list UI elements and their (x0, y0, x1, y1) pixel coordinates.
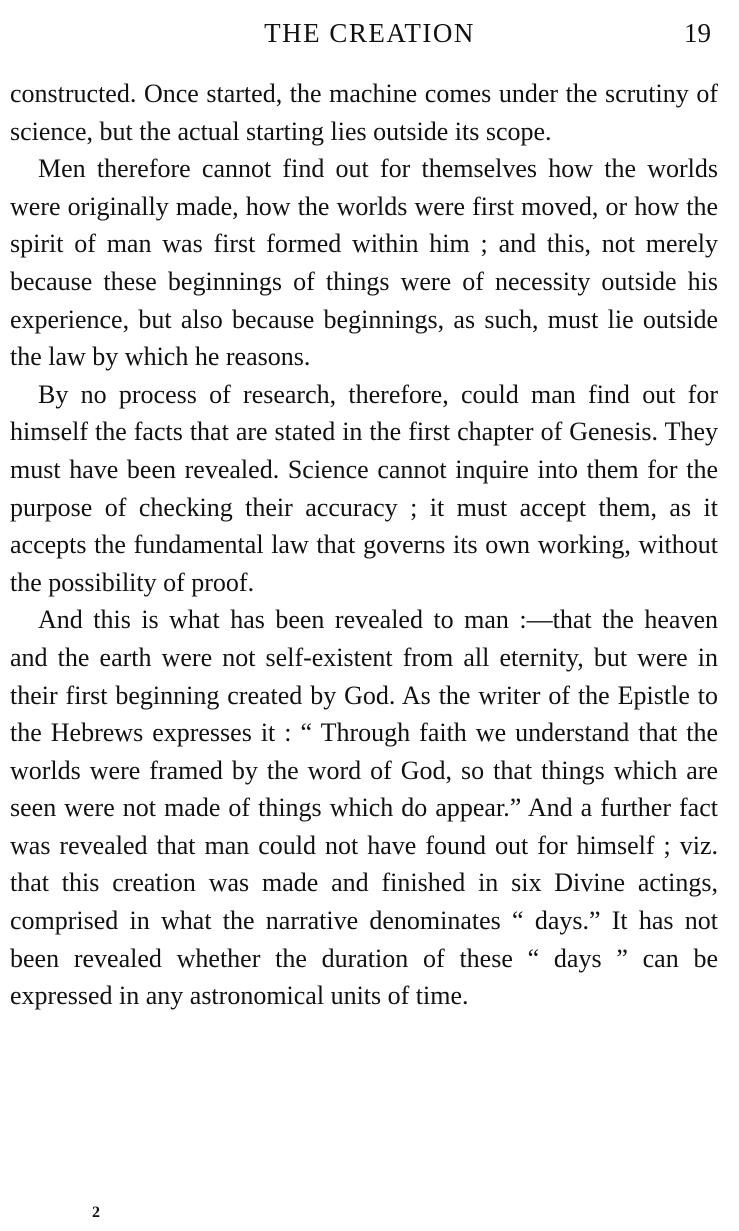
paragraph-2: Men therefore cannot find out for themselves how the worlds were originally made, how the worlds were first moved, or how the spirit of man was first formed within him ; and this, not merely because these beginnings of things were of necessity outside his experience, but also because beginnings, as such, must lie outside the law by which he reasons. (10, 154, 718, 372)
running-title: THE CREATION (264, 18, 475, 48)
paragraph-3: By no process of research, therefore, could man find out for himself the facts that are stated in the first chapter of Genesis. They must have been revealed. Science cannot inquire into them for the purpose of checking their accuracy ; it must accept them, as it accepts the fundamental law that governs its own working, without the possibility of proof. (10, 379, 718, 597)
body-text (10, 75, 718, 1015)
paragraph-1: constructed. Once started, the machine comes under the scrutiny of science, but the actual starting lies outside its scope. (10, 79, 718, 146)
running-head (0, 18, 739, 54)
signature-mark: 2 (92, 1204, 100, 1221)
paragraph-4: And this is what has been revealed to man :—that the heaven and the earth were not self-existent from all eternity, but were in their first beginning created by God. As the writer of the Epistle to the Hebrews expresses it : “ Through faith we understand that the worlds were framed by the word of God, so that things which are seen were not made of things which do appear.” And a further fact was revealed that man could not have found out for himself ; viz. that this creation was made and finished in six Divine actings, comprised in what the narrative denominates “ days.” It has not been revealed whether the duration of these “ days ” can be expressed in any astronomical units of time. (10, 605, 718, 1011)
page-number: 19 (684, 18, 711, 48)
